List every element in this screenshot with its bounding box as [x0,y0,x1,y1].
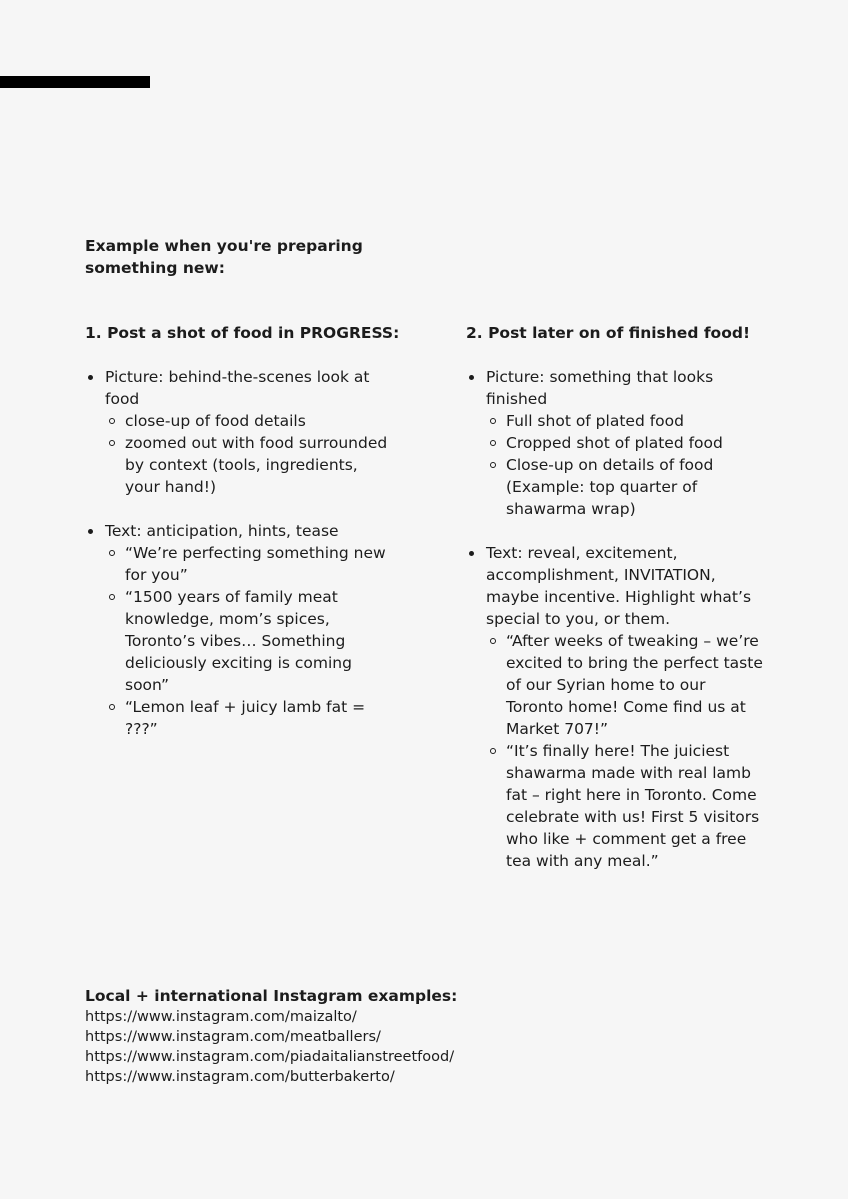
instagram-link-maizalto[interactable]: https://www.instagram.com/maizalto/ [85,1009,357,1025]
right-bullet-list [466,366,766,872]
bullet-text: Picture: something that looks finished [486,368,714,408]
sub-bullet-item: “It’s finally here! The juiciest shawarma made with real lamb fat – right here in Toronto. Come celebrate with us! First 5 visitors who like + comment get a free tea with any meal.” [486,740,766,872]
instagram-link-butterbaker[interactable]: https://www.instagram.com/butterbakerto/ [85,1069,395,1085]
sub-bullet-item: Full shot of plated food [486,410,766,432]
sub-bullet-item: “We’re perfecting something new for you” [105,542,395,586]
sub-bullet-item: close-up of food details [105,410,395,432]
instagram-link-piada[interactable]: https://www.instagram.com/piadaitalianstreetfood/ [85,1049,455,1065]
bullet-item [466,366,766,520]
right-column-title: 2. Post later on of finished food! [466,324,751,342]
section-heading: Example when you're preparing something new: [85,237,363,277]
left-bullet-list [85,366,395,740]
instagram-examples [85,985,585,1087]
sub-bullet-list [486,410,766,520]
sub-bullet-item: “1500 years of family meat knowledge, mom’s spices, Toronto’s vibes… Something deliciously exciting is coming soon” [105,586,395,696]
bullet-item [85,520,395,740]
bullet-item [85,366,395,498]
sub-bullet-list [486,630,766,872]
sub-bullet-item: “After weeks of tweaking – we’re excited to bring the perfect taste of our Syrian home to our Toronto home! Come find us at Market 707!” [486,630,766,740]
decorative-top-bar [0,76,150,88]
sub-bullet-list [105,410,395,498]
sub-bullet-item: Cropped shot of plated food [486,432,766,454]
bullet-item [466,542,766,872]
left-column-title: 1. Post a shot of food in PROGRESS: [85,324,400,342]
bullet-text: Text: anticipation, hints, tease [105,522,339,540]
sub-bullet-item: zoomed out with food surrounded by context (tools, ingredients, your hand!) [105,432,395,498]
right-column [466,322,766,894]
sub-bullet-item: “Lemon leaf + juicy lamb fat = ???” [105,696,395,740]
sub-bullet-list [105,542,395,740]
instagram-link-meatballers[interactable]: https://www.instagram.com/meatballers/ [85,1029,381,1045]
left-column [85,322,400,762]
sub-bullet-item: Close-up on details of food (Example: top quarter of shawarma wrap) [486,454,766,520]
bullet-text: Text: reveal, excitement, accomplishment, INVITATION, maybe incentive. Highlight what’s special to you, or them. [486,544,752,628]
examples-title: Local + international Instagram examples: [85,987,458,1005]
bullet-text: Picture: behind-the-scenes look at food [105,368,370,408]
